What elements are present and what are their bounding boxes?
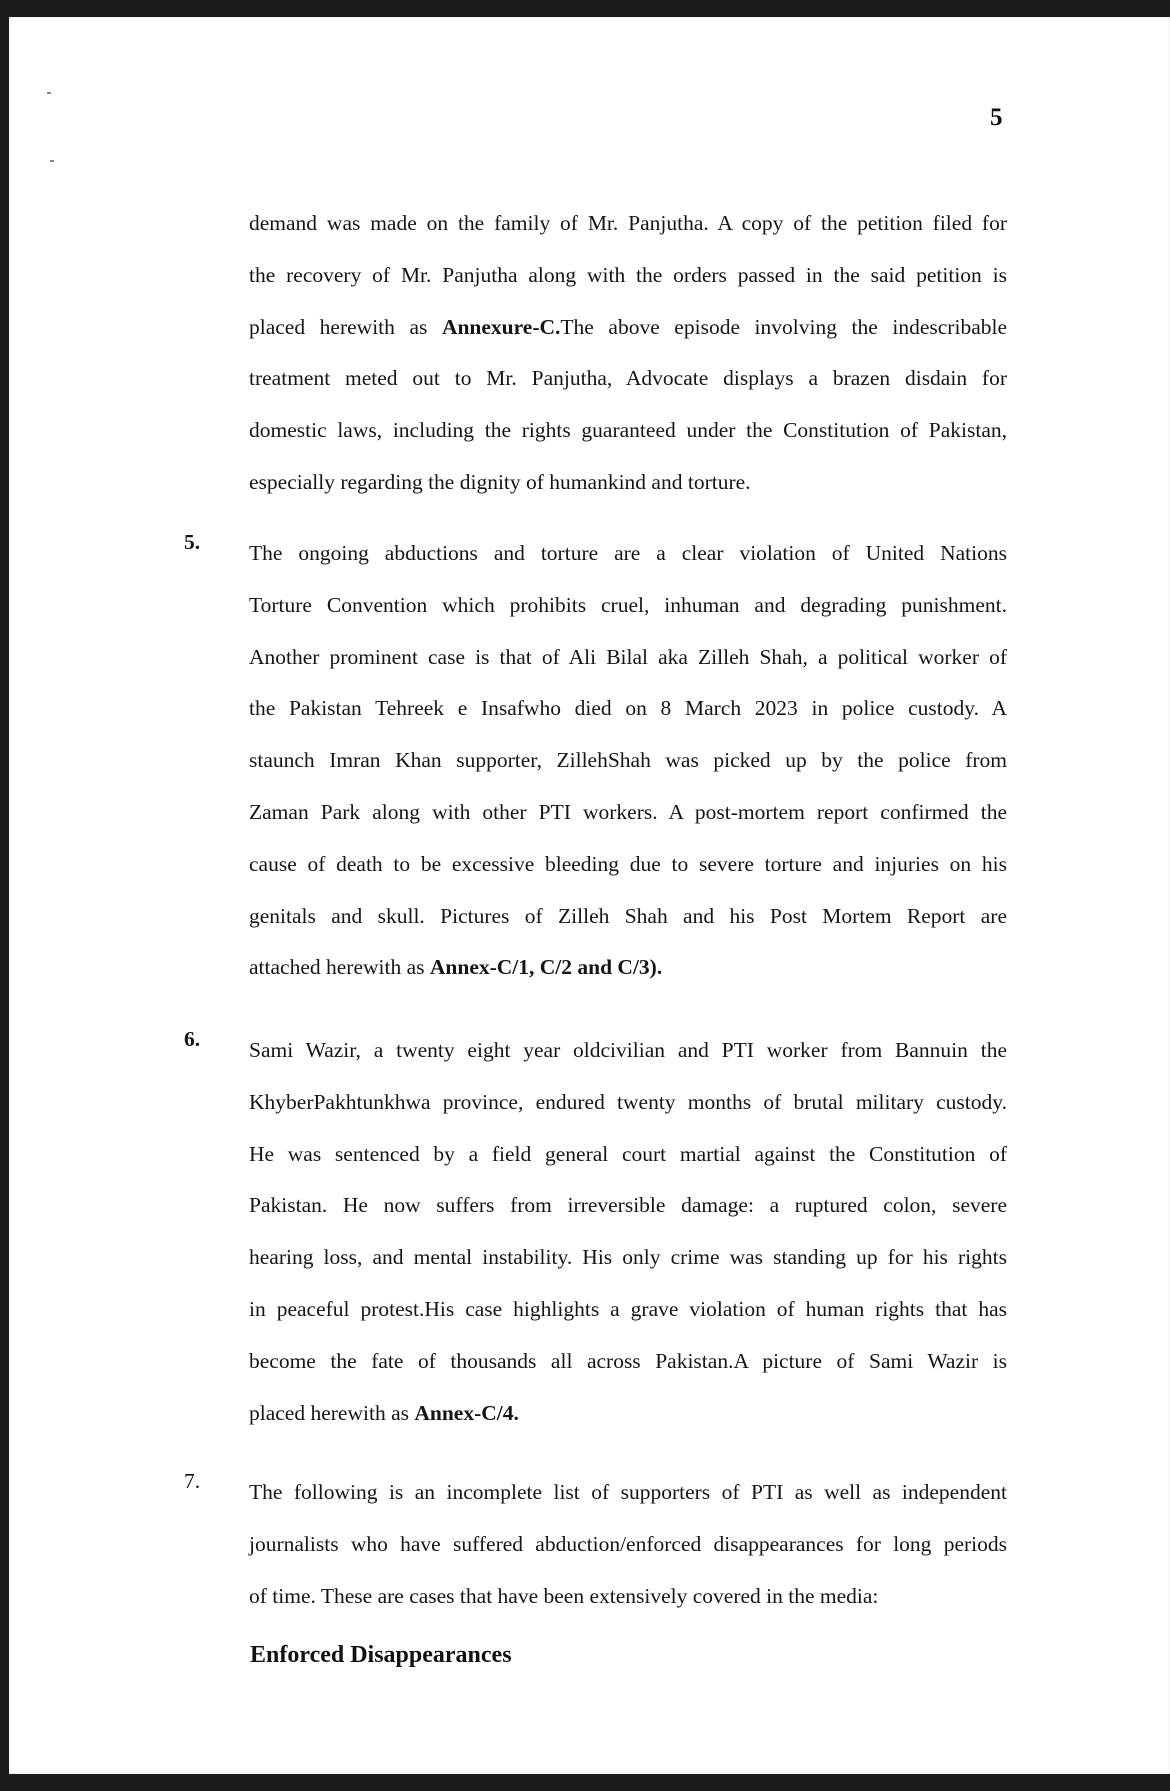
text-line [249,942,1007,994]
text-line: in peaceful protest.His case highlights a grave violation of human rights that has [249,1296,1007,1321]
text-run: placed herewith as [249,314,442,339]
document-page [9,17,1170,1774]
text-line: cause of death to be excessive bleeding due to severe torture and injuries on his [249,851,1007,876]
annexure-reference: Annexure-C. [441,314,561,339]
paragraph-5 [249,528,1007,994]
text-line: Another prominent case is that of Ali Bilal aka Zilleh Shah, a political worker of [249,644,1007,669]
page-number: 5 [990,104,1003,131]
text-line: Sami Wazir, a twenty eight year oldcivilian and PTI worker from Bannuin the [249,1038,1007,1062]
text-line: The following is an incomplete list of supporters of PTI as well as independent [249,1480,1007,1504]
text-line: hearing loss, and mental instability. His only crime was standing up for his rights [249,1245,1007,1270]
intro-paragraph [249,198,1007,509]
annex-reference: Annex-C/1, C/2 and C/3). [429,955,663,980]
paragraph-6 [249,1025,1007,1439]
text-line: journalists who have suffered abduction/enforced disappearances for long periods [249,1531,1007,1556]
annex-reference: Annex-C/4. [414,1400,519,1425]
paragraph-number-5: 5. [184,530,201,554]
text-line: domestic laws, including the rights guaranteed under the Constitution of Pakistan, [249,418,1007,443]
text-line: treatment meted out to Mr. Panjutha, Advocate displays a brazen disdain for [249,366,1007,391]
text-run: placed herewith as [249,1400,415,1425]
text-line: genitals and skull. Pictures of Zilleh Shah and his Post Mortem Report are [249,903,1007,928]
text-line: demand was made on the family of Mr. Panjutha. A copy of the petition filed for [249,211,1007,235]
text-run: attached herewith as [249,955,430,980]
text-line: Torture Convention which prohibits cruel, inhuman and degrading punishment. [249,592,1007,617]
section-heading: Enforced Disappearances [250,1642,512,1668]
text-line: of time. These are cases that have been extensively covered in the media: [249,1583,879,1608]
text-line: The ongoing abductions and torture are a clear violation of United Nations [249,541,1007,565]
text-line: KhyberPakhtunkhwa province, endured twenty months of brutal military custody. [249,1089,1007,1114]
paragraph-7 [249,1467,1007,1622]
text-line: Pakistan. He now suffers from irreversible damage: a ruptured colon, severe [249,1193,1007,1218]
text-line: the Pakistan Tehreek e Insafwho died on 8 March 2023 in police custody. A [249,696,1007,721]
text-line [249,1388,1007,1440]
text-line: become the fate of thousands all across Pakistan.A picture of Sami Wazir is [249,1348,1007,1373]
text-line: the recovery of Mr. Panjutha along with the orders passed in the said petition is [249,262,1007,287]
scan-speck [50,160,54,162]
text-run: The above episode involving the indescribable [560,314,1007,339]
paragraph-number-7: 7. [184,1469,201,1493]
text-line: Zaman Park along with other PTI workers. A post-mortem report confirmed the [249,799,1007,824]
text-line: He was sentenced by a field general court martial against the Constitution of [249,1141,1007,1166]
text-line: especially regarding the dignity of humankind and torture. [249,469,751,494]
text-line [249,302,1007,354]
text-line: staunch Imran Khan supporter, ZillehShah was picked up by the police from [249,748,1007,773]
scan-speck [47,92,51,94]
paragraph-number-6: 6. [184,1027,201,1051]
